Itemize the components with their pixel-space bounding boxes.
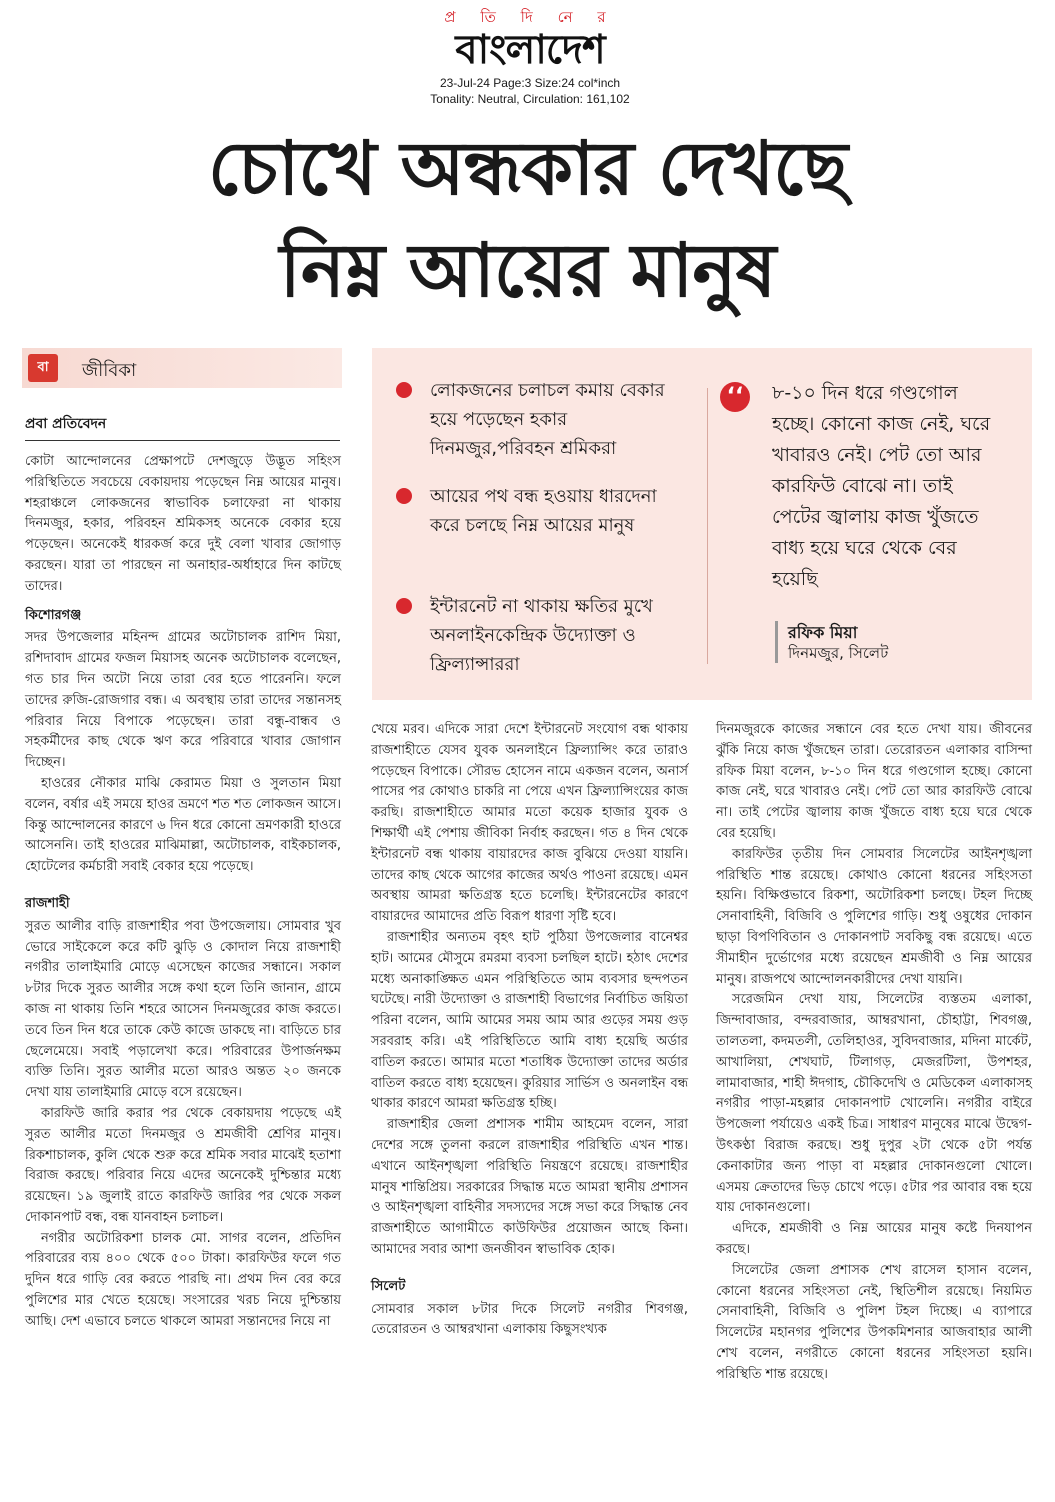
highlight-item: লোকজনের চলাচল কমায় বেকার হয়ে পড়েছেন হকার দিনমজুর,পরিবহন শ্রমিকরা [430,376,670,463]
highlight-item: আয়ের পথ বন্ধ হওয়ায় ধারদেনা করে চলছে নিম্ন আয়ের মানুষ [430,482,670,540]
paragraph: রাজশাহীর অন্যতম বৃহৎ হাট পুঠিয়া উপজেলার বানেশ্বর হাট। আমের মৌসুমে রমরমা ব্যবসা চলছিল হাটে। হঠাৎ দেশের মধ্যে অনাকাঙ্ক্ষিত এমন পরিস্থিতিতে আম ব্যবসার ছন্দপতন ঘটেছে। নারী উদ্যোক্তা ও রাজশাহী বিভাগের নির্বাচিত জয়িতা পরিনা বলেন, আমি আমের সময় আম আর গুড়ের সময় গুড় সরবরাহ করি। এই পরিস্থিতিতে আমি বাধ্য হয়েছি অর্ডার বাতিল করতে। আমার মতো শতাধিক উদ্যোক্তা তাদের অর্ডার বাতিল করতে বাধ্য হয়েছেন। কুরিয়ার সার্ভিস ও অনলাইন বন্ধ থাকার কারণে আমরা ক্ষতিগ্রস্ত হচ্ছি। [371,929,688,1112]
paragraph: দিনমজুরকে কাজের সন্ধানে বের হতে দেখা যায়। জীবনের ঝুঁকি নিয়ে কাজ খুঁজছেন তারা। তেরোরতন এলাকার বাসিন্দা রফিক মিয়া বলেন, ৮-১০ দিন ধরে গণ্ডগোল হচ্ছে। কোনো কাজ নেই, ঘরে খাবারও নেই। পেট তো আর কারফিউ বোঝে না। তাই পেটের জ্বালায় কাজ খুঁজতে বাধ্য হয়ে ঘরে থেকে বের হয়েছি। [716,722,1032,841]
paragraph: সিলেটের জেলা প্রশাসক শেখ রাসেল হাসান বলেন, কোনো ধরনের সহিংসতা নেই, স্থিতিশীল রয়েছে। নিয়মিত সেনাবাহিনী, বিজিবি ও পুলিশ টহল দিচ্ছে। এ ব্যাপারে সিলেটের মহানগর পুলিশের উপকমিশনার আজবাহার আলী শেখ বলেন, নগরীতে কোনো ধরনের সহিংসতা হয়নি। পরিস্থিতি শান্ত রয়েছে। [716,1262,1032,1382]
paragraph: সরেজমিন দেখা যায়, সিলেটের ব্যস্ততম এলাকা, জিন্দাবাজার, বন্দরবাজার, আম্বরখানা, চৌহাট্টা, শিবগঞ্জ, তালতলা, কদমতলী, তেলিহাওর, সুবিদবাজার, মদিনা মার্কেট, আখালিয়া, শেখঘাট, টিলাগড়, মেজরটিলা, উপশহর, লামাবাজার, শাহী ঈদগাহ, চৌকিদেখি ও মেডিকেল এলাকাসহ নগরীর পাড়া-মহল্লার দোকানপাট খোলেনি। নগরীর বাইরে উপজেলা পর্যায়েও একই চিত্র। সাধারণ মানুষের মাঝে উদ্বেগ-উৎকণ্ঠা বিরাজ করছে। শুধু দুপুর ২টা থেকে ৫টা পর্যন্ত কেনাকাটার জন্য পাড়া বা মহল্লার দোকানগুলো খোলে। এসময় ক্রেতাদের ভিড় চোখে পড়ে। ৫টার পর আবার বন্ধ হয়ে যায় দোকানগুলো। [716,992,1032,1216]
byline-divider [25,440,340,441]
clip-meta-date-page: 23-Jul-24 Page:3 Size:24 col*inch [439,76,621,90]
paragraph: কারফিউর তৃতীয় দিন সোমবার সিলেটের আইনশৃঙ্খলা পরিস্থিতি শান্ত রয়েছে। কোথাও কোনো ধরনের সহিংসতা হয়নি। বিক্ষিপ্তভাবে রিকশা, অটোরিকশা চলছে। টহল দিচ্ছে সেনাবাহিনী, বিজিবি ও পুলিশের গাড়ি। শুধু ওষুধের দোকান ছাড়া বিপণিবিতান ও দোকানপাট সবকিছু বন্ধ রয়েছে। এতে সীমাহীন দুর্ভোগের মধ্যে রয়েছেন শ্রমজীবী ও নিম্ন আয়ের মানুষ। রাজপথে আন্দোলনকারীদের দেখা যায়নি। [716,846,1032,987]
subhead-rajshahi: রাজশাহী [25,895,70,911]
byline: প্রবা প্রতিবেদন [25,416,107,432]
section-tag [22,348,342,388]
bullet-dot-icon [396,598,412,614]
intro-paragraph: কোটা আন্দোলনের প্রেক্ষাপটে দেশজুড়ে উদ্ভূত সহিংস পরিস্থিতিতে সবচেয়ে বেকায়দায় পড়েছেন নিম্ন আয়ের মানুষ। শহরাঞ্চলে লোকজনের স্বাভাবিক চলাফেরা না থাকায় দিনমজুর, হকার, পরিবহন শ্রমিকসহ অনেকে বেকার হয়ে পড়েছেন। অনেকেই ধারকর্জ করে দুই বেলা খাবার জোগাড় করছেন। যারা তা পারছেন না অনাহার-অর্ধাহারে দিন কাটছে তাদের। [25,454,341,594]
clip-meta-tonality: Tonality: Neutral, Circulation: 161,102 [430,92,630,106]
paragraph: হাওরের নৌকার মাঝি কেরামত মিয়া ও সুলতান মিয়া বলেন, বর্ষার এই সময়ে হাওর ভ্রমণে শত শত লোকজন আসে। কিন্তু আন্দোলনের কারণে ৬ দিন ধরে কোনো ভ্রমণকারী হাওরে আসেননি। তাই হাওরের মাঝিমাল্লা, অটোচালক, বাইকচালক, হোটেলের কর্মচারী সবাই বেকার হয়ে পড়েছে। [25,775,341,875]
article-column-2 [371,720,688,1341]
bullet-dot-icon [396,488,412,504]
paragraph: সদর উপজেলার মহিনন্দ গ্রামের অটোচালক রাশিদ মিয়া, রশিদাবাদ গ্রামের ফজল মিয়াসহ অনেক অটোচালক বলেছেন, গত চার দিন অটো নিয়ে তারা বের হতে পারেননি। ফলে তাদের রুজি-রোজগার বন্ধ। এ অবস্থায় তারা তাদের সন্তানসহ পরিবার নিয়ে বিপাকে পড়েছেন। তারা বন্ধু-বান্ধব ও সহকর্মীদের কাছ থেকে ঋণ করে পরিবারে খাবার জোগান দিচ্ছেন। [25,630,341,771]
headline-line-1: চোখে অন্ধকার দেখছে [208,126,847,212]
masthead-tagline: প্র তি দি নে র [444,8,616,26]
subhead-kishoreganj: কিশোরগঞ্জ [25,607,82,623]
paragraph: রাজশাহীর জেলা প্রশাসক শামীম আহমেদ বলেন, সারা দেশের সঙ্গে তুলনা করলে রাজশাহীর পরিস্থিতি এখন শান্ত। এখানে আইনশৃঙ্খলা পরিস্থিতি নিয়ন্ত্রণে রয়েছে। রাজশাহীর মানুষ শান্তিপ্রিয়। সরকারের সিদ্ধান্ত মতে আমরা স্থানীয় প্রশাসন ও আইনশৃঙ্খলা বাহিনীর সদস্যদের সঙ্গে সভা করে সিদ্ধান্ত নেব রাজশাহীতে আগামীতে কাউফিউর প্রয়োজন আছে কিনা। আমাদের সবার আশা জনজীবন স্বাভাবিক হোক। [371,1117,688,1257]
paragraph: সোমবার সকাল ৮টার দিকে সিলেট নগরীর শিবগঞ্জ, তেরোরতন ও আম্বরখানা এলাকায় কিছুসংখ্যক [371,1301,688,1338]
quote-attribution-bar [775,621,778,663]
pull-quote-text: ৮-১০ দিন ধরে গণ্ডগোল হচ্ছে। কোনো কাজ নেই, ঘরে খাবারও নেই। পেট তো আর কারফিউ বোঝে না। তাই পেটের জ্বালায় কাজ খুঁজতে বাধ্য হয়ে ঘরে থেকে বের হয়েছি [772,382,991,590]
section-label: জীবিকা [82,360,137,381]
subhead-sylhet: সিলেট [371,1278,406,1294]
article-column-1 [25,452,341,1333]
quote-speaker-name: রফিক মিয়া [788,623,858,642]
paragraph: এদিকে, শ্রমজীবী ও নিম্ন আয়ের মানুষ কষ্টে দিনযাপন করছে। [716,1221,1032,1257]
quote-mark-icon: ‘‘ [720,382,750,412]
masthead-logo: বাংলাদেশ [455,27,605,73]
quote-speaker-role: দিনমজুর, সিলেট [788,644,889,662]
box-divider [707,388,708,664]
paragraph: কারফিউ জারি করার পর থেকে বেকায়দায় পড়েছে এই সুরত আলীর মতো দিনমজুর ও শ্রমজীবী শ্রেণির মানুষ। রিকশাচালক, কুলি থেকে শুরু করে শ্রমিক সবার মাঝেই হতাশা বিরাজ করছে। পরিবার নিয়ে এদের অনেকেই দুশ্চিন্তার মধ্যে রয়েছেন। ১৯ জুলাই রাতে কারফিউ জারির পর থেকে সকল দোকানপাট বন্ধ, বন্ধ যানবাহন চলাচল। [25,1105,341,1225]
paragraph: খেয়ে মরব। এদিকে সারা দেশে ইন্টারনেট সংযোগ বন্ধ থাকায় রাজশাহীতে যেসব যুবক অনলাইনে ফ্রিল্যান্সিং করে তারাও পড়েছেন বিপাকে। সৌরভ হোসেন নামে একজন বলেন, অনার্স পাসের পর কোথাও চাকরি না পেয়ে এখন ফ্রিল্যান্সিংয়ের কাজ করছি। রাজশাহীতে আমার মতো কয়েক হাজার যুবক ও শিক্ষার্থী এই পেশায় জীবিকা নির্বাহ করছেন। গত ৪ দিন থেকে ইন্টারনেট বন্ধ থাকায় বায়ারদের কাজ বুঝিয়ে দেওয়া যায়নি। তাদের কাছ থেকে আগের কাজের অর্থও পাওনা রয়েছে। এমন অবস্থায় আমরা ক্ষতিগ্রস্ত হতে চলেছি। ইন্টারনেটের কারণে বায়ারদের আমাদের প্রতি বিরূপ ধারণা সৃষ্টি হবে। [371,722,688,925]
section-logo-icon: বা [28,354,58,382]
headline-line-2: নিম্ন আয়ের মানুষ [279,228,776,314]
bullet-dot-icon [396,382,412,398]
highlight-item: ইন্টারনেট না থাকায় ক্ষতির মুখে অনলাইনকেন্দ্রিক উদ্যোক্তা ও ফ্রিল্যান্সাররা [430,592,680,679]
highlights-box [372,348,1032,700]
article-column-3 [716,720,1032,1386]
paragraph: নগরীর অটোরিকশা চালক মো. সাগর বলেন, প্রতিদিন পরিবারের ব্যয় ৪০০ থেকে ৫০০ টাকা। কারফিউর ফলে গত দুদিন ধরে গাড়ি বের করতে পারছি না। প্রথম দিন বের করে পুলিশের মার খেতে হয়েছে। সংসারের খরচ নিয়ে দুশ্চিন্তায় আছি। দেশ এভাবে চলতে থাকলে আমরা সন্তানদের নিয়ে না [25,1230,341,1329]
paragraph: সুরত আলীর বাড়ি রাজশাহীর পবা উপজেলায়। সোমবার খুব ভোরে সাইকেলে করে কটি ঝুড়ি ও কোদাল নিয়ে রাজশাহী নগরীর তালাইমারি মোড়ে এসেছেন কাজের সন্ধানে। সকাল ৮টার দিকে সুরত আলীর সঙ্গে কথা হলে তিনি জানান, গ্রামে কাজ না থাকায় তিনি শহরে আসেন দিনমজুরের কাজ করতে। তবে তিন দিন ধরে তাকে কেউ কাজে ডাকছে না। বাড়িতে চার ছেলেমেয়ে। সবাই পড়ালেখা করে। পরিবারের উপার্জনক্ষম ব্যক্তি তিনি। সুরত আলীর মতো আরও অন্তত ২০ জনকে দেখা যায় তালাইমারি মোড়ে বসে রয়েছেন। [25,918,341,1101]
